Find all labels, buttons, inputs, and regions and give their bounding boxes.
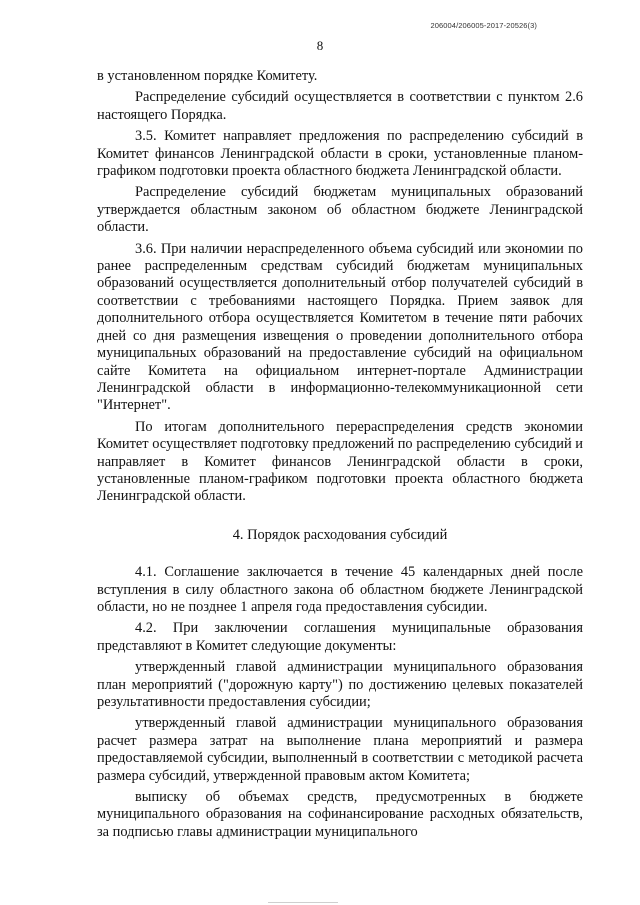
- page-number: 8: [316, 38, 324, 53]
- paragraph: утвержденный главой администрации муниципального образования план мероприятий ("дорожную карту") по достижению целевых показателей результативности предоставления субсидии;: [97, 659, 583, 710]
- paragraph: 4.1. Соглашение заключается в течение 45 календарных дней после вступления в силу областного закона об областном бюджете Ленинградской области, но не позднее 1 апреля года предоставления субсидии.: [97, 564, 583, 615]
- paragraph: Распределение субсидий осуществляется в соответствии с пунктом 2.6 настоящего Порядка.: [97, 89, 583, 123]
- paragraph: По итогам дополнительного перераспределения средств экономии Комитет осуществляет подготовку предложений по распределению субсидий и направляет в Комитет финансов Ленинградской области в сроки, установленные планом-графиком подготовки проекта областного бюджета Ленинградской области.: [97, 418, 583, 505]
- document-body: [97, 68, 583, 845]
- scan-artifact-line: [268, 902, 338, 903]
- section-heading: 4. Порядок расходования субсидий: [232, 526, 448, 543]
- paragraph: в установленном порядке Комитету.: [97, 68, 318, 84]
- paragraph: 3.6. При наличии нераспределенного объема субсидий или экономии по ранее распределенным средствам субсидий бюджетам муниципальных образований осуществляется дополнительный отбор получателей субсидий в соответствии с требованиями настоящего Порядка. Прием заявок для дополнительного отбора осуществляется Комитетом в течение пяти рабочих дней со дня размещения извещения о проведении дополнительного отбора муниципальных образований на предоставление субсидий на официальном сайте Комитета на официальном интернет-портале Администрации Ленинградской области в информационно-телекоммуникационной сети "Интернет".: [97, 240, 583, 414]
- paragraph: 4.2. При заключении соглашения муниципальные образования представляют в Комитет следующие документы:: [97, 620, 583, 654]
- paragraph: утвержденный главой администрации муниципального образования расчет размера затрат на выполнение плана мероприятий и размера предоставляемой субсидии, выполненный в соответствии с методикой расчета размера субсидий, утвержденной правовым актом Комитета;: [97, 715, 583, 784]
- paragraph: выписку об объемах средств, предусмотренных в бюджете муниципального образования на софинансирование расходных обязательств, за подписью главы администрации муниципального: [97, 789, 583, 840]
- paragraph: 3.5. Комитет направляет предложения по распределению субсидий в Комитет финансов Ленинградской области в сроки, установленные планом-графиком подготовки проекта областного бюджета Ленинградской области.: [97, 128, 583, 180]
- paragraph: Распределение субсидий бюджетам муниципальных образований утверждается областным законом об областном бюджете Ленинградской области.: [97, 184, 583, 236]
- document-id: 206004/206005-2017-20526(3): [430, 21, 537, 30]
